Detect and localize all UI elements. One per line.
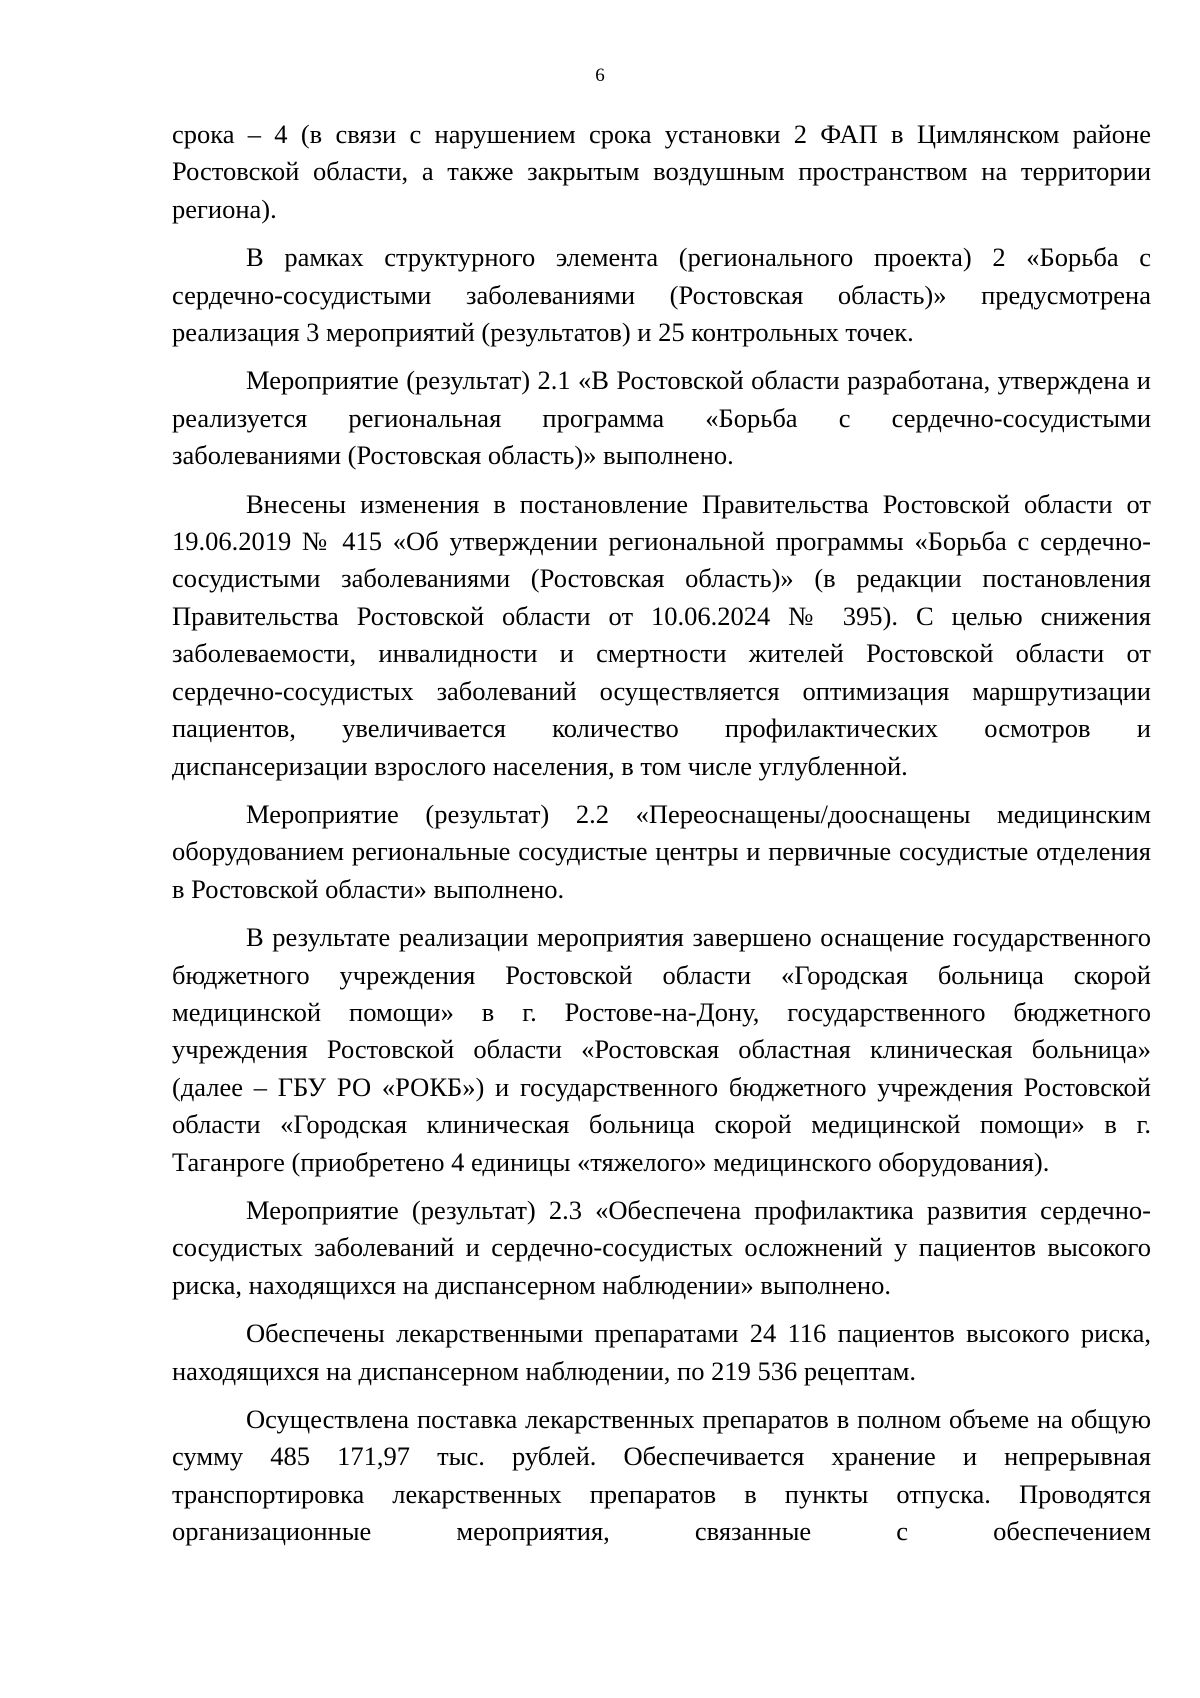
page-number: 6 — [595, 65, 605, 86]
paragraph-result-2-2: Мероприятие (результат) 2.2 «Переоснащены/дооснащены медицинским оборудованием региональные сосудистые центры и первичные сосудистые отделения в Ростовской области» выполнено. — [172, 798, 1151, 904]
paragraph-resolution-changes: Внесены изменения в постановление Правительства Ростовской области от 19.06.2019 № 415 «Об утверждении региональной программы «Борьба с сердечно-сосудистыми заболеваниями (Ростовская область)» (в редакции постановления Правительства Ростовской области от 10.06.2024 № 395). С целью снижения заболеваемости, инвалидности и смертности жителей Ростовской области от сердечно-сосудистых заболеваний осуществляется оптимизация маршрутизации пациентов, увеличивается количество профилактических осмотров и диспансеризации взрослого населения, в том числе углубленной. — [172, 488, 1151, 781]
paragraph-structural-element-2: В рамках структурного элемента (регионального проекта) 2 «Борьба с сердечно-сосудистыми заболеваниями (Ростовская область)» предусмотрена реализация 3 мероприятий (результатов) и 25 контрольных точек. — [172, 242, 1151, 348]
paragraph-deadline-note: срока – 4 (в связи с нарушением срока установки 2 ФАП в Цимлянском районе Ростовской области, а также закрытым воздушным пространством на территории региона). — [172, 119, 1151, 224]
paragraph-equipment-outcome: В результате реализации мероприятия завершено оснащение государственного бюджетного учреждения Ростовской области «Городская больница скорой медицинской помощи» в г. Ростове-на-Дону, государственного бюджетного учреждения Ростовской области «Ростовская областная клиническая больница» (далее – ГБУ РО «РОКБ») и государственного бюджетного учреждения Ростовской области «Городская клиническая больница скорой медицинской помощи» в г. Таганроге (приобретено 4 единицы «тяжелого» медицинского оборудования). — [172, 922, 1151, 1177]
paragraph-medication-delivery: Осуществлена поставка лекарственных препаратов в полном объеме на общую сумму 485 171,97 тыс. рублей. Обеспечивается хранение и непрерывная транспортировка лекарственных препаратов в пункты отпуска. Проводятся организационные мероприятия, связанные с обеспечением — [172, 1404, 1151, 1547]
document-body — [172, 116, 1151, 1562]
paragraph-result-2-1: Мероприятие (результат) 2.1 «В Ростовской области разработана, утверждена и реализуется региональная программа «Борьба с сердечно-сосудистыми заболеваниями (Ростовская область)» выполнено. — [172, 365, 1151, 471]
paragraph-result-2-3: Мероприятие (результат) 2.3 «Обеспечена профилактика развития сердечно-сосудистых заболеваний и сердечно-сосудистых осложнений у пациентов высокого риска, находящихся на диспансерном наблюдении» выполнено. — [172, 1194, 1151, 1300]
paragraph-medication-provision: Обеспечены лекарственными препаратами 24 116 пациентов высокого риска, находящихся на диспансерном наблюдении, по 219 536 рецептам. — [172, 1318, 1151, 1386]
